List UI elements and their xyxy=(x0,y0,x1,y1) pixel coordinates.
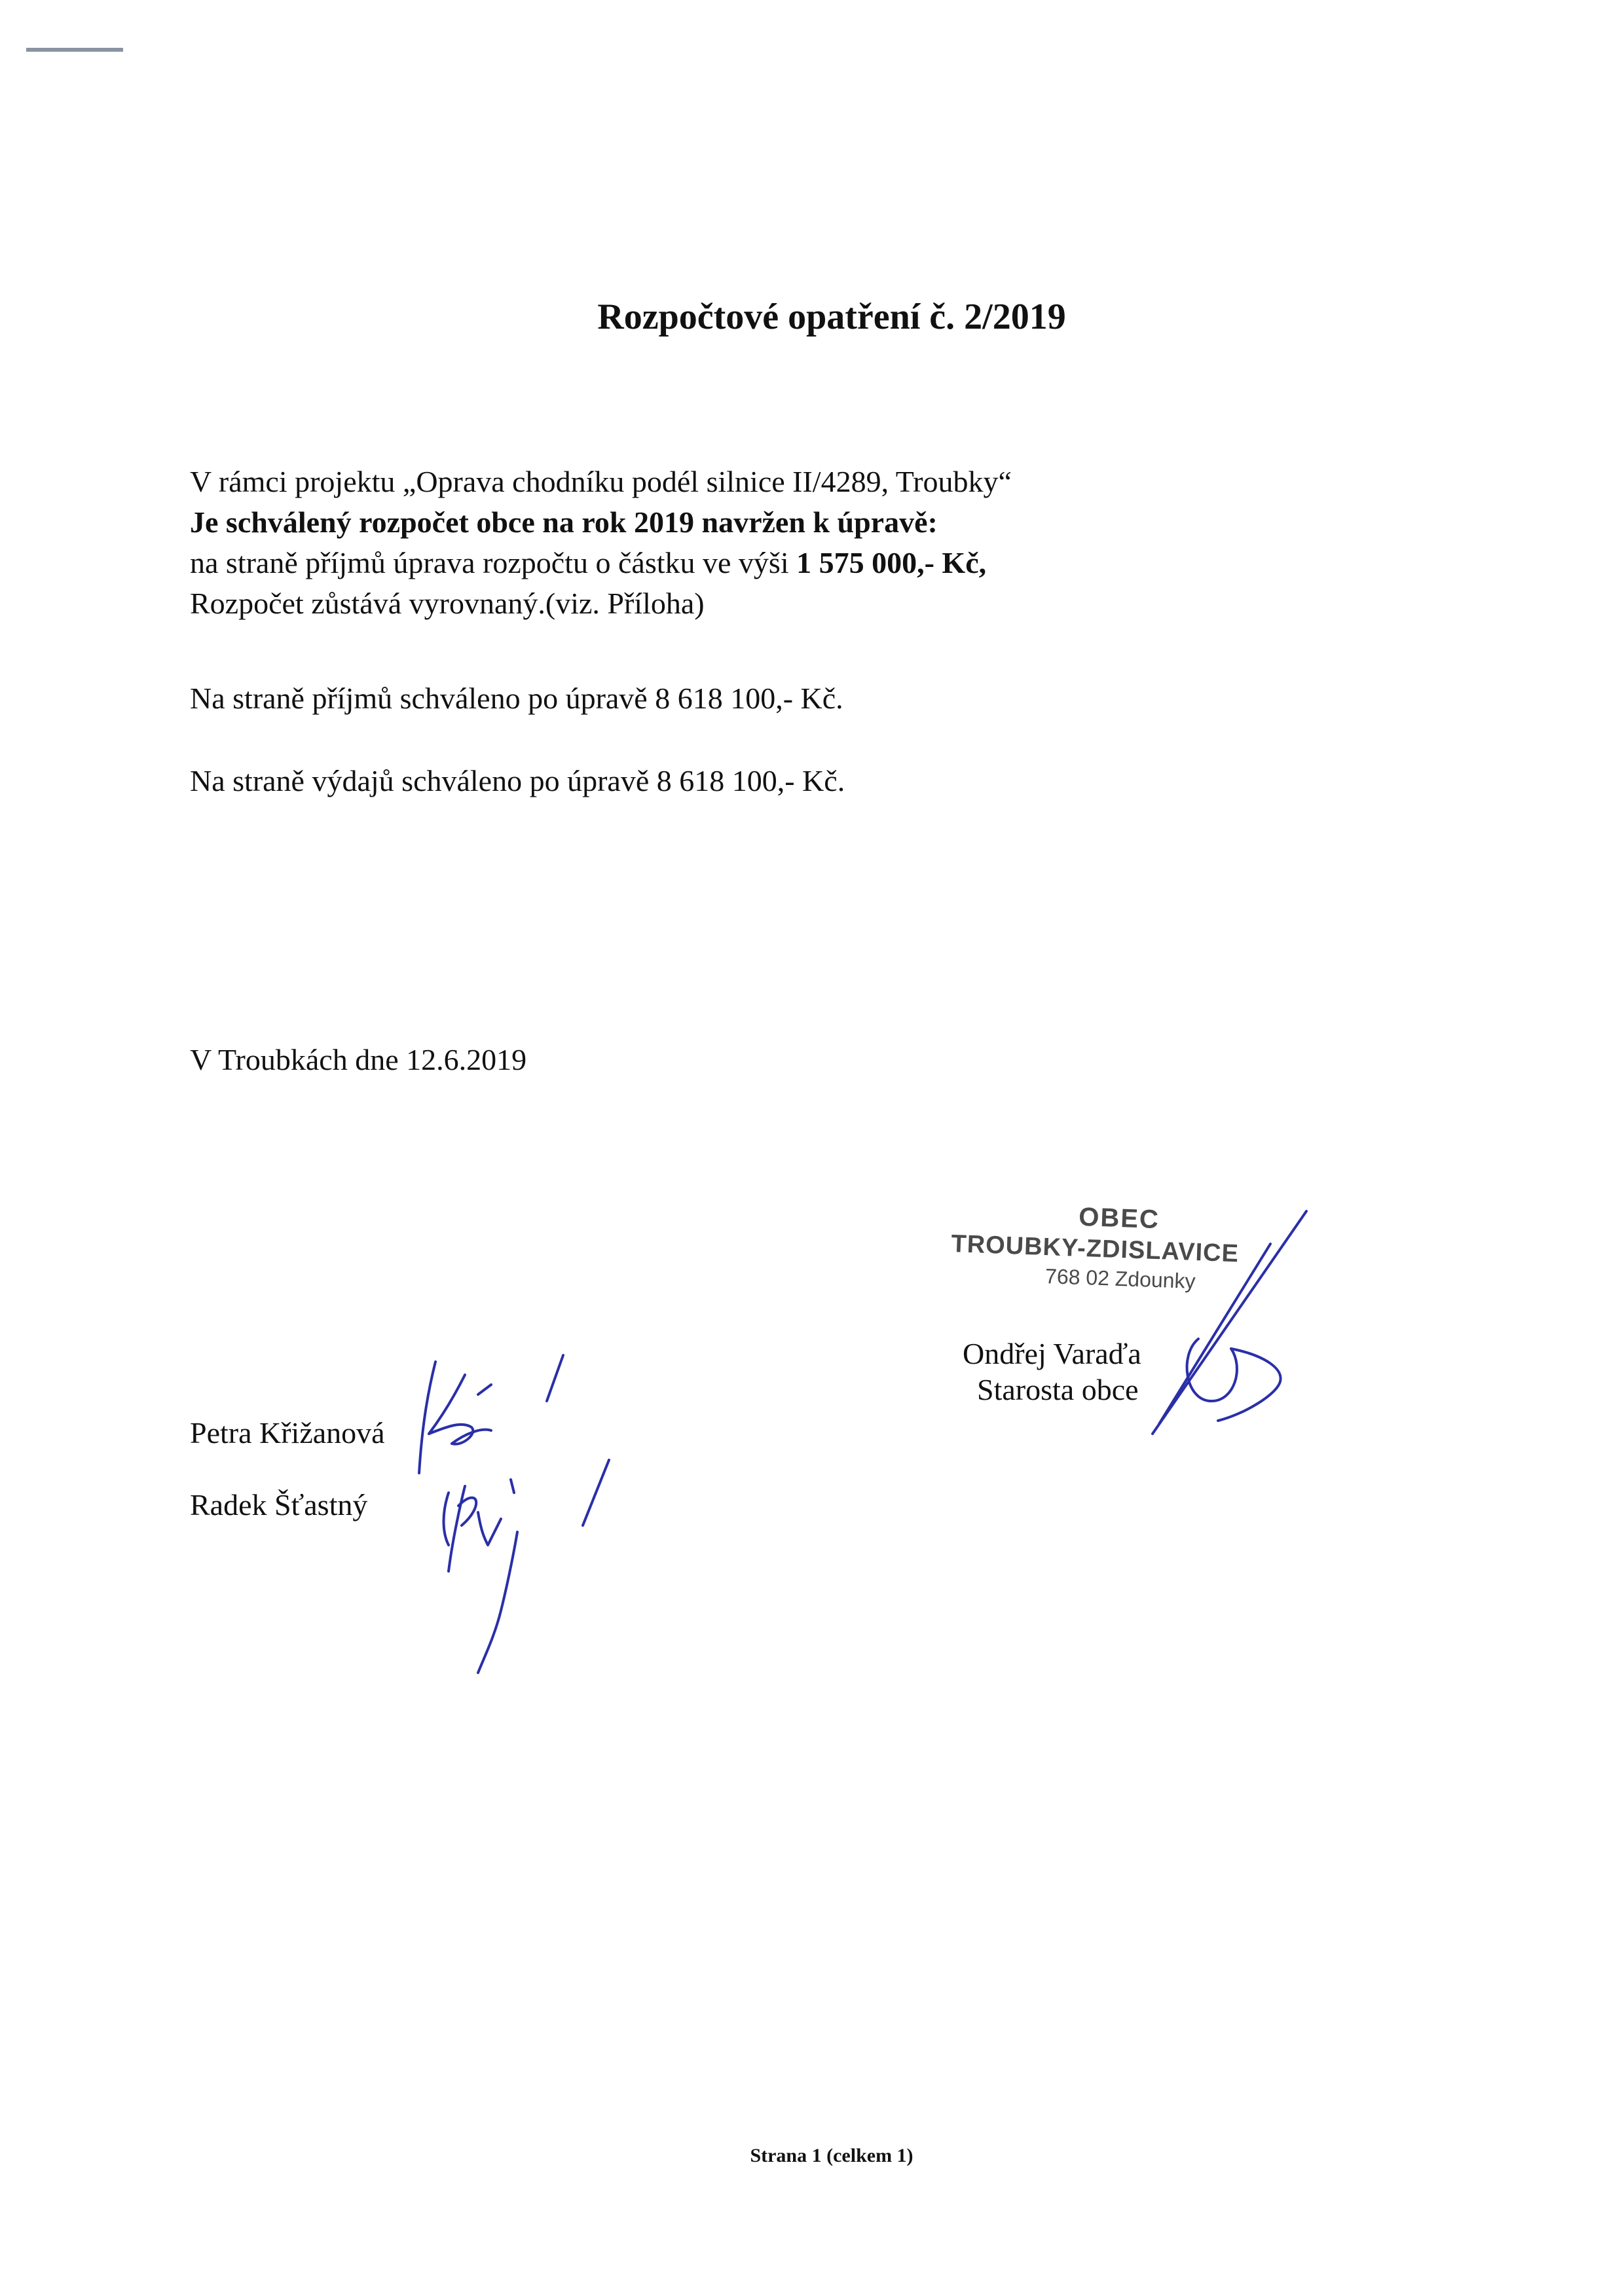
verifier-1-name: Petra Křižanová xyxy=(190,1416,385,1449)
document-body xyxy=(190,462,1434,624)
stamp-line-1: OBEC xyxy=(1078,1202,1160,1235)
scan-artifact xyxy=(26,46,123,55)
verifier-2-name: Radek Šťastný xyxy=(190,1488,368,1522)
expense-approved: Na straně výdajů schváleno po úpravě 8 618 100,- Kč. xyxy=(190,764,845,797)
place-date: V Troubkách dne 12.6.2019 xyxy=(190,1043,527,1076)
stamp-line-3: 768 02 Zdounky xyxy=(1044,1264,1196,1293)
income-adjustment-amount: 1 575 000,- Kč, xyxy=(796,546,987,579)
mayor-role: Starosta obce xyxy=(977,1373,1139,1406)
balance-note: Rozpočet zůstává vyrovnaný.(viz. Příloha) xyxy=(190,587,705,620)
income-approved: Na straně příjmů schváleno po úpravě 8 618 100,- Kč. xyxy=(190,682,843,715)
verifier-2-signature xyxy=(413,1453,622,1676)
stamp-line-2: TROUBKY-ZDISLAVICE xyxy=(950,1230,1240,1268)
mayor-signature xyxy=(1113,1205,1310,1440)
page-footer: Strana 1 (celkem 1) xyxy=(750,2145,913,2166)
bold-statement: Je schválený rozpočet obce na rok 2019 navržen k úpravě: xyxy=(190,505,938,539)
document-title: Rozpočtové opatření č. 2/2019 xyxy=(597,297,1066,337)
mayor-name: Ondřej Varaďa xyxy=(963,1337,1141,1370)
income-adjustment-text: na straně příjmů úprava rozpočtu o částku ve výši xyxy=(190,546,797,579)
income-adjustment-line xyxy=(190,543,1434,583)
intro-line: V rámci projektu „Oprava chodníku podél silnice II/4289, Troubky“ xyxy=(190,465,1012,498)
